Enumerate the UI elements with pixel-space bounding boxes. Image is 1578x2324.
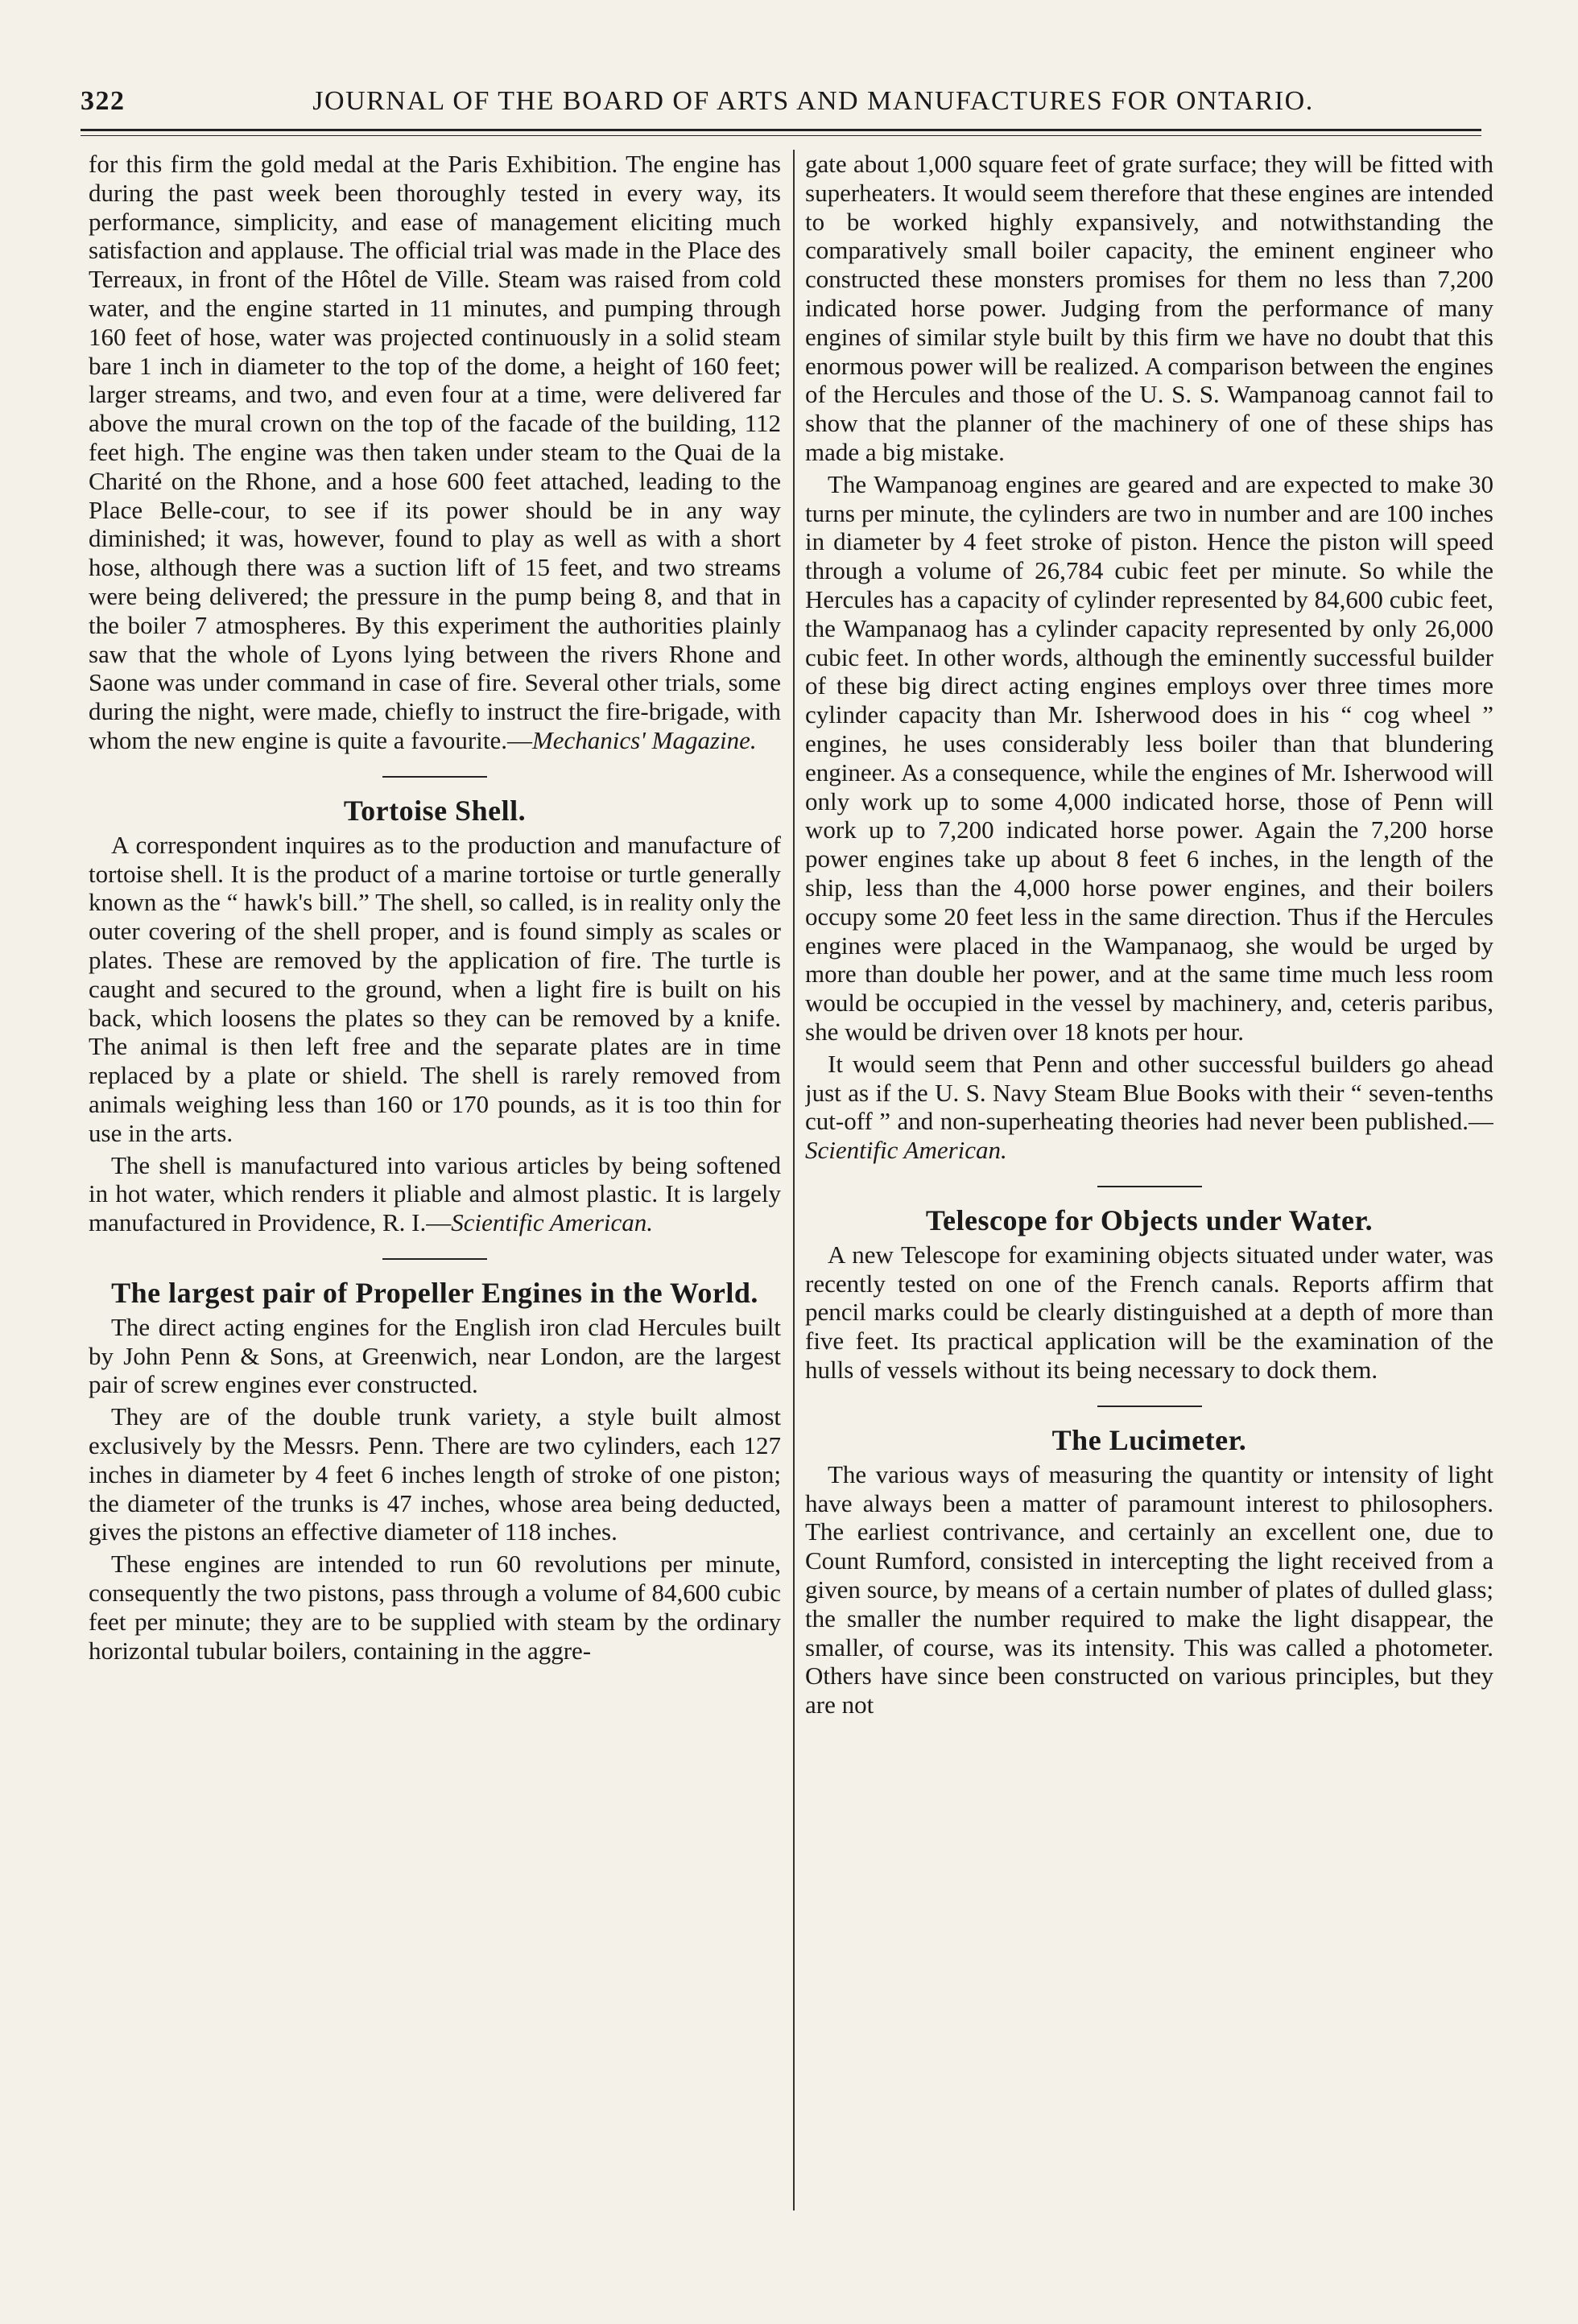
section-rule	[382, 776, 487, 778]
page-number: 322	[81, 86, 126, 116]
article-paragraph: The shell is manufactured into various articles by being softened in hot water, which renders it pliable and almost plastic. It is largely manufactured in Providence, R. I.—Scientific American.	[89, 1150, 781, 1237]
article-paragraph: The Wampanoag engines are geared and are expected to make 30 turns per minute, the cylinders are two in number and are 100 inches in diameter by 4 feet stroke of piston. Hence the piston will speed through a volume of 26,784 cubic feet per minute. So while the Hercules has a capacity of cylinder represented by 84,600 cubic feet, the Wampanaog has a cylinder capacity represented by only 26,000 cubic feet. In other words, although the eminently successful builder of these big direct acting engines employs over three times more cylinder capacity than Mr. Isherwood does in his “ cog wheel ” engines, he uses considerably less boiler than that blundering engineer. As a consequence, while the engines of Mr. Isherwood will only work up to some 4,000 indicated horse, those of Penn will work up to 7,200 indicated horse power. Again the 7,200 horse power engines take up about 8 feet 6 inches, in the length of the ship, less than the 4,000 horse power engines, and their boilers occupy some 20 feet less in the same direction. Thus if the Hercules engines were placed in the Wampanaog, she would be urged by more than double her power, and at the same time much less room would be occupied in the vessel by machinery, and, ceteris paribus, she would be driven over 18 knots per hour.	[805, 469, 1493, 1046]
source-citation: Scientific American.	[805, 1136, 1007, 1165]
header-rule-thick	[81, 129, 1481, 131]
article-paragraph: The various ways of measuring the quantity or intensity of light have always been a matter of paramount interest to philosophers. The earliest contrivance, and certainly an excellent one, due to Count Rumford, consisted in intercepting the light received from a given source, by means of a certain number of plates of dulled glass; the smaller the number required to make the light disappear, the smaller, of course, was its intensity. This was called a photometer. Others have since been constructed on various principles, but they are not	[805, 1459, 1493, 1719]
article-paragraph: for this firm the gold medal at the Paris Exhibition. The engine has during the past week been thoroughly tested in every way, its performance, simplicity, and ease of management eliciting much satisfaction and applause. The official trial was made in the Place des Terreaux, in front of the Hôtel de Ville. Steam was raised from cold water, and the engine started in 11 minutes, and pumping through 160 feet of hose, water was projected continuously in a solid steam bare 1 inch in diameter to the top of the dome, a height of 160 feet; larger streams, and two, and even four at a time, were delivered far above the mural crown on the top of the facade of the building, 112 feet high. The engine was then taken under steam to the Quai de la Charité on the Rhone, and a hose 600 feet attached, leading to the Place Belle-cour, to see if its power should be in any way diminished; it was, however, found to play as well as with a short hose, although there was a suction lift of 15 feet, and two streams were being delivered; the pressure in the pump being 8, and that in the boiler 7 atmospheres. By this experiment the authorities plainly saw that the whole of Lyons lying between the rivers Rhone and Saone was under command in case of fire. Several other trials, some during the night, were made, chiefly to instruct the fire-brigade, with whom the new engine is quite a favourite.—Mechanics' Magazine.	[89, 150, 781, 754]
source-citation: Scientific American.	[451, 1208, 654, 1237]
article-title-telescope: Telescope for Objects under Water.	[925, 1203, 1374, 1236]
left-column	[89, 150, 781, 2210]
section-rule	[1097, 1406, 1202, 1407]
article-paragraph: These engines are intended to run 60 revolutions per minute, consequently the two pistons, pass through a volume of 84,600 cubic feet per minute; they are to be supplied with steam by the ordinary horizontal tubular boilers, containing in the aggre-	[89, 1550, 781, 1665]
section-rule	[1097, 1186, 1202, 1187]
journal-title: JOURNAL OF THE BOARD OF ARTS AND MANUFACTURES FOR ONTARIO.	[312, 86, 1314, 116]
article-title-tortoise-shell: Tortoise Shell.	[343, 794, 527, 827]
right-column	[805, 150, 1493, 2210]
article-paragraph: It would seem that Penn and other successful builders go ahead just as if the U. S. Navy Steam Blue Books with their “ seven-tenths cut-off ” and non-superheating theories had never been published.—Scientific American.	[805, 1049, 1493, 1165]
header-rule-thin	[81, 135, 1481, 136]
article-paragraph: gate about 1,000 square feet of grate surface; they will be fitted with superheaters. It would seem therefore that these engines are intended to be worked highly expansively, and notwithstanding the comparatively small boiler capacity, the eminent engineer who constructed these monsters promises for them no less than 7,200 indicated horse power. Judging from the performance of many engines of similar style built by this firm we have no doubt that this enormous power will be realized. A comparison between the engines of the Hercules and those of the U. S. S. Wampanoag cannot fail to show that the planner of the machinery of one of these ships has made a big mistake.	[805, 150, 1493, 466]
article-title-lucimeter: The Lucimeter.	[1051, 1423, 1247, 1456]
article-title-propeller-engines: The largest pair of Propeller Engines in the World.	[111, 1276, 758, 1309]
article-paragraph: A correspondent inquires as to the production and manufacture of tortoise shell. It is the product of a marine tortoise or turtle generally known as the “ hawk's bill.” The shell, so called, is in reality only the outer covering of the shell proper, and is found simply as scales or plates. These are removed by the application of fire. The turtle is caught and secured to the ground, when a light fire is built on his back, which loosens the plates so they can be removed by a knife. The animal is then left free and the separate plates are in time replaced by a plate or shield. The shell is rarely removed from animals weighing less than 160 or 170 pounds, as it is too thin for use in the arts.	[89, 830, 781, 1147]
article-paragraph: The direct acting engines for the English iron clad Hercules built by John Penn & Sons, at Greenwich, near London, are the largest pair of screw engines ever constructed.	[89, 1312, 781, 1399]
running-header	[81, 77, 1481, 126]
article-paragraph: They are of the double trunk variety, a style built almost exclusively by the Messrs. Penn. There are two cylinders, each 127 inches in diameter by 4 feet 6 inches length of stroke of one piston; the diameter of the trunks is 47 inches, whose area being deducted, gives the pistons an effective diameter of 118 inches.	[89, 1402, 781, 1546]
source-citation: Mechanics' Magazine.	[531, 725, 757, 754]
section-rule	[382, 1258, 487, 1260]
column-divider	[793, 150, 795, 2210]
article-paragraph: A new Telescope for examining objects situated under water, was recently tested on one of the French canals. Reports affirm that pencil marks could be clearly distinguished at a depth of more than five feet. Its practical application will be the examination of the hulls of vessels without its being necessary to dock them.	[805, 1240, 1493, 1385]
